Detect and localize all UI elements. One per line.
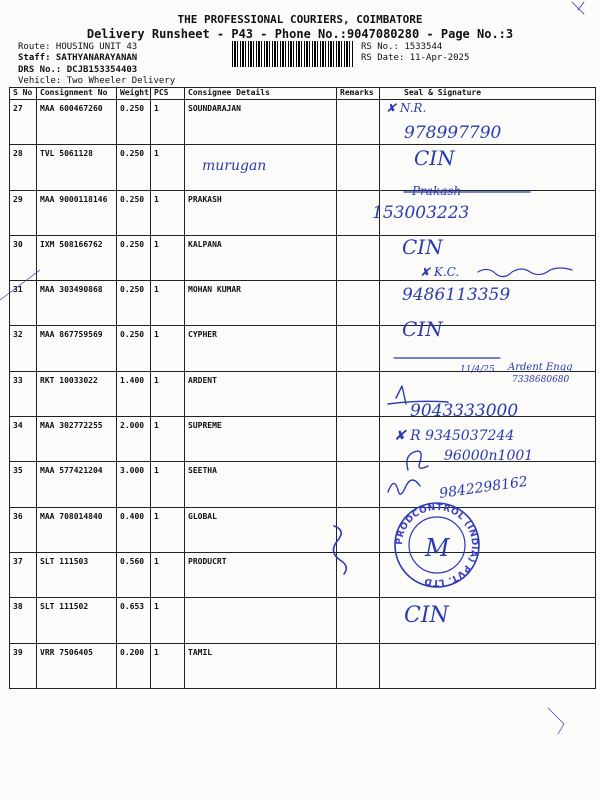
cell-consignment: MAA 577421204: [37, 462, 117, 507]
cell-remarks: [337, 281, 380, 326]
handwritten-phone: 978997790: [404, 123, 502, 143]
stamp-center-mark: M: [425, 534, 450, 562]
handwritten-phone: 7338680680: [512, 375, 570, 385]
col-header-remarks: Remarks: [337, 88, 380, 100]
handwritten-company: Ardent Engg: [508, 362, 573, 373]
cell-weight: 3.000: [117, 462, 151, 507]
cell-weight: 1.400: [117, 371, 151, 416]
cell-consignment: SLT 111502: [37, 598, 117, 643]
cell-consignment: MAA 303490868: [37, 281, 117, 326]
table-row: [10, 507, 596, 552]
cell-consignment: IXM 508166762: [37, 235, 117, 280]
cell-remarks: [337, 145, 380, 190]
cell-pcs: 1: [151, 326, 185, 371]
cell-remarks: [337, 190, 380, 235]
cell-consignee: PRAKASH: [185, 190, 337, 235]
cell-weight: 0.250: [117, 190, 151, 235]
cell-pcs: 1: [151, 462, 185, 507]
cell-consignment: RKT 10033022: [37, 371, 117, 416]
cell-sno: 32: [10, 326, 37, 371]
cell-sno: 31: [10, 281, 37, 326]
barcode: [232, 41, 354, 67]
col-header-signature: Seal & Signature: [380, 88, 596, 100]
cell-signature: [380, 643, 596, 688]
cell-signature: [380, 552, 596, 597]
cell-sno: 38: [10, 598, 37, 643]
cell-remarks: [337, 371, 380, 416]
cell-weight: 2.000: [117, 417, 151, 462]
cell-signature: [380, 507, 596, 552]
route-label: Route: HOUSING UNIT 43: [18, 42, 138, 52]
cell-signature: [380, 190, 596, 235]
handwritten-note: 96000n1001: [444, 448, 534, 464]
col-header-consignee: Consignee Details: [185, 88, 337, 100]
cell-sno: 27: [10, 100, 37, 145]
handwritten-phone: 9842298162: [438, 473, 529, 502]
cell-consignee: CYPHER: [185, 326, 337, 371]
runsheet-subtitle: Delivery Runsheet - P43 - Phone No.:9047080280 - Page No.:3: [86, 27, 514, 41]
handwritten-note: ✘ N.R.: [386, 101, 427, 115]
staff-label: Staff: SATHYANARAYANAN: [18, 53, 138, 63]
handwritten-phone: 9043333000: [410, 401, 519, 421]
cell-consignment: MAA 600467260: [37, 100, 117, 145]
cell-pcs: 1: [151, 100, 185, 145]
cell-pcs: 1: [151, 643, 185, 688]
cell-remarks: [337, 326, 380, 371]
col-header-consignment: Consignment No: [37, 88, 117, 100]
handwritten-date: 11/4/25: [460, 365, 495, 375]
cell-remarks: [337, 235, 380, 280]
cell-sno: 36: [10, 507, 37, 552]
cell-remarks: [337, 462, 380, 507]
cell-sno: 28: [10, 145, 37, 190]
handwritten-phone: 153003223: [372, 203, 470, 223]
cell-consignee: [185, 145, 337, 190]
table-row: [10, 371, 596, 416]
company-title: THE PROFESSIONAL COURIERS, COIMBATORE: [177, 13, 423, 26]
stamp-ring-text: PRODCONTROL (INDIA) PVT. LTD: [394, 502, 480, 588]
table-row: [10, 190, 596, 235]
drs-label: DRS No.: DCJB153354403: [18, 65, 138, 75]
col-header-sno: S No: [10, 88, 37, 100]
cell-sno: 29: [10, 190, 37, 235]
table-row: [10, 235, 596, 280]
table-row: [10, 100, 596, 145]
table-row: [10, 643, 596, 688]
handwritten-signature: CIN: [402, 235, 443, 259]
cell-remarks: [337, 643, 380, 688]
table-row: [10, 552, 596, 597]
cell-remarks: [337, 552, 380, 597]
cell-consignment: VRR 7506405: [37, 643, 117, 688]
table-row: [10, 145, 596, 190]
rs-number: RS No.: 1533544: [361, 42, 443, 52]
handwritten-signature: CIN: [404, 603, 449, 628]
cell-weight: 0.250: [117, 100, 151, 145]
rs-date: RS Date: 11-Apr-2025: [361, 53, 470, 63]
cell-signature: [380, 145, 596, 190]
cell-signature: [380, 100, 596, 145]
cell-consignee: MOHAN KUMAR: [185, 281, 337, 326]
cell-weight: 0.560: [117, 552, 151, 597]
cell-sno: 37: [10, 552, 37, 597]
cell-consignee: SUPREME: [185, 417, 337, 462]
cell-weight: 0.250: [117, 235, 151, 280]
cell-consignee: GLOBAL: [185, 507, 337, 552]
handwritten-name: murugan: [202, 158, 267, 174]
cell-remarks: [337, 417, 380, 462]
cell-signature: [380, 371, 596, 416]
runsheet-table: [9, 87, 596, 689]
cell-consignment: MAA 867759569: [37, 326, 117, 371]
cell-sno: 35: [10, 462, 37, 507]
vehicle-label: Vehicle: Two Wheeler Delivery: [18, 76, 176, 86]
cell-pcs: 1: [151, 507, 185, 552]
cell-consignment: MAA 302772255: [37, 417, 117, 462]
cell-remarks: [337, 507, 380, 552]
cell-weight: 0.250: [117, 326, 151, 371]
cell-consignment: TVL 5061128: [37, 145, 117, 190]
table-row: [10, 281, 596, 326]
cell-pcs: 1: [151, 235, 185, 280]
handwritten-phone: ✘ R 9345037244: [394, 428, 515, 444]
cell-remarks: [337, 598, 380, 643]
cell-consignee: [185, 598, 337, 643]
cell-signature: [380, 598, 596, 643]
table-row: [10, 417, 596, 462]
cell-consignee: SOUNDARAJAN: [185, 100, 337, 145]
table-header-row: [10, 88, 596, 100]
cell-pcs: 1: [151, 598, 185, 643]
handwritten-name: Prakash: [412, 184, 462, 198]
cell-consignee: SEETHA: [185, 462, 337, 507]
cell-signature: [380, 326, 596, 371]
cell-signature: [380, 462, 596, 507]
cell-weight: 0.200: [117, 643, 151, 688]
cell-signature: [380, 235, 596, 280]
cell-signature: [380, 281, 596, 326]
cell-consignee: PRODUCRT: [185, 552, 337, 597]
cell-consignee: TAMIL: [185, 643, 337, 688]
handwritten-phone: 9486113359: [402, 285, 511, 305]
cell-consignment: MAA 9000118146: [37, 190, 117, 235]
margin-mark: [548, 708, 564, 734]
cell-pcs: 1: [151, 552, 185, 597]
table-row: [10, 598, 596, 643]
table-row: [10, 462, 596, 507]
cell-consignee: KALPANA: [185, 235, 337, 280]
cell-pcs: 1: [151, 417, 185, 462]
handwritten-signature: CIN: [414, 146, 455, 170]
cell-sno: 30: [10, 235, 37, 280]
cell-weight: 0.250: [117, 145, 151, 190]
table-row: [10, 326, 596, 371]
cell-pcs: 1: [151, 281, 185, 326]
cell-consignment: SLT 111503: [37, 552, 117, 597]
cell-sno: 33: [10, 371, 37, 416]
cell-remarks: [337, 100, 380, 145]
col-header-pcs: PCS: [151, 88, 185, 100]
cell-consignee: ARDENT: [185, 371, 337, 416]
cell-pcs: 1: [151, 371, 185, 416]
handwritten-note: ✘ K.C.: [420, 265, 460, 279]
cell-pcs: 1: [151, 145, 185, 190]
cell-consignment: MAA 708014840: [37, 507, 117, 552]
cell-weight: 0.400: [117, 507, 151, 552]
cell-weight: 0.250: [117, 281, 151, 326]
cell-sno: 34: [10, 417, 37, 462]
cell-weight: 0.653: [117, 598, 151, 643]
cell-pcs: 1: [151, 190, 185, 235]
cell-signature: [380, 417, 596, 462]
cell-sno: 39: [10, 643, 37, 688]
handwritten-signature: CIN: [402, 317, 443, 341]
col-header-weight: Weight: [117, 88, 151, 100]
